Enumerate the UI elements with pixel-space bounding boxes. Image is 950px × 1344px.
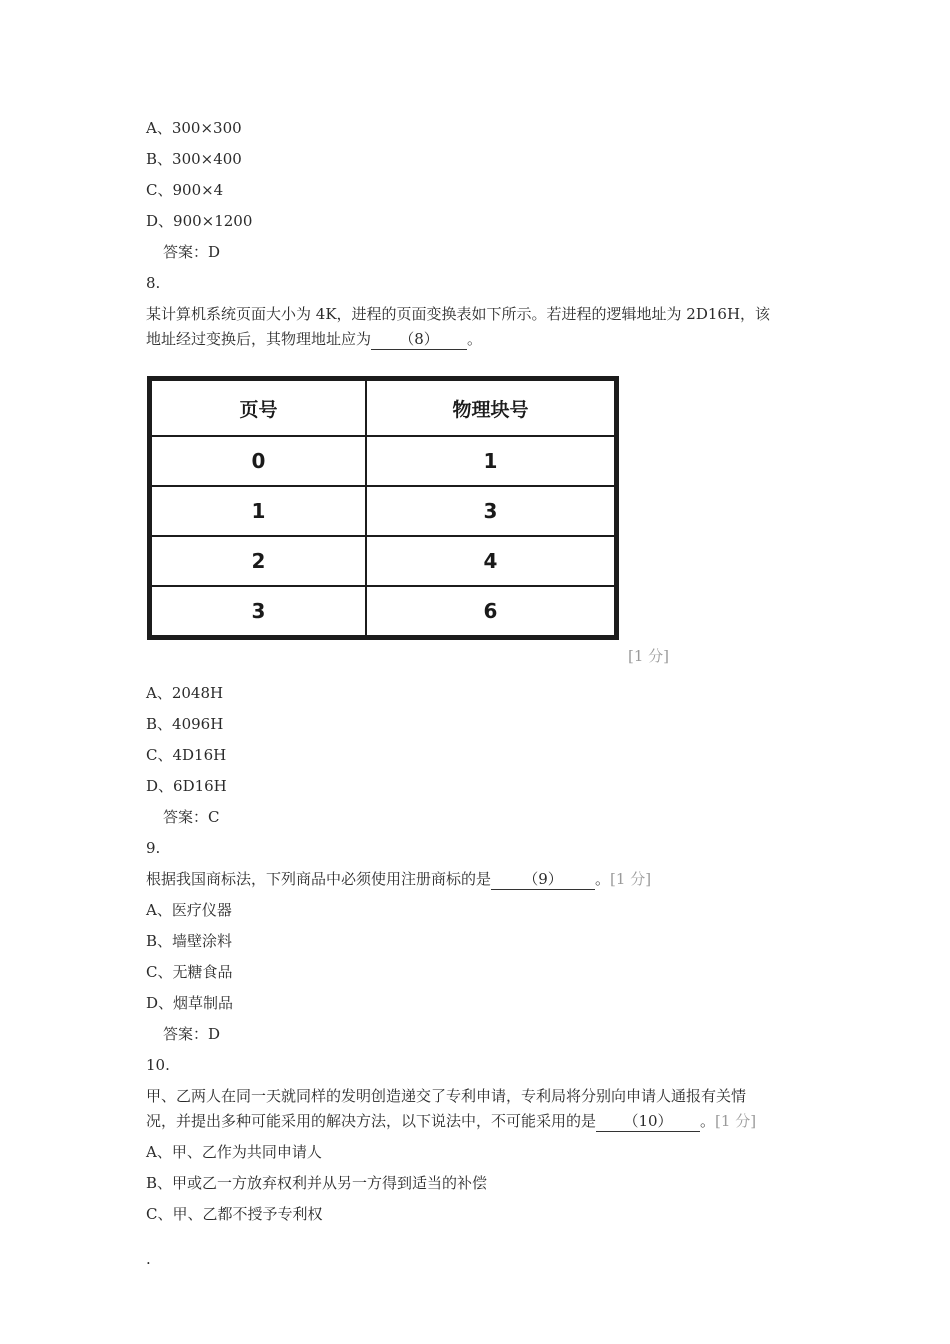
table-row [151, 436, 615, 486]
q7-answer: 答案：D [163, 243, 221, 261]
table-cell: 4 [366, 536, 615, 586]
q9-option-a: A、医疗仪器 [146, 901, 232, 919]
q7-option-d: D、900×1200 [146, 212, 253, 230]
q7-option-c: C、900×4 [146, 181, 224, 199]
table-header-block: 物理块号 [366, 380, 615, 436]
q9-number: 9. [146, 839, 161, 857]
q9-option-c: C、无糖食品 [146, 963, 233, 981]
q10-stem-line2 [146, 1111, 756, 1132]
q8-answer: 答案：C [163, 808, 220, 826]
table-cell: 6 [366, 586, 615, 636]
q7-option-a: A、300×300 [146, 119, 242, 137]
q8-stem-line1: 某计算机系统页面大小为 4K，进程的页面变换表如下所示。若进程的逻辑地址为 2D16H，该 [146, 305, 771, 323]
q9-option-b: B、墙壁涂料 [146, 932, 233, 950]
q10-option-c: C、甲、乙都不授予专利权 [146, 1205, 323, 1223]
q10-stem-line1: 甲、乙两人在同一天就同样的发明创造递交了专利申请，专利局将分别向申请人通报有关情 [146, 1087, 747, 1105]
q9-stem [146, 869, 651, 890]
table-row [151, 486, 615, 536]
page-table [147, 376, 619, 640]
table-header-page: 页号 [151, 380, 366, 436]
table-row [151, 536, 615, 586]
q8-option-a: A、2048H [146, 684, 224, 702]
q8-option-c: C、4D16H [146, 746, 227, 764]
q9-stem-pre: 根据我国商标法，下列商品中必须使用注册商标的是 [146, 870, 492, 888]
q9-answer: 答案：D [163, 1025, 221, 1043]
q10-number: 10. [146, 1056, 170, 1074]
q8-stem-line2 [146, 329, 482, 350]
q10-stem-pre: 况，并提出多种可能采用的解决方法，以下说法中，不可能采用的是 [146, 1112, 597, 1130]
table-cell: 3 [151, 586, 366, 636]
q9-score: [1 分] [610, 870, 652, 888]
q8-number: 8. [146, 274, 161, 292]
q7-option-b: B、300×400 [146, 150, 242, 168]
q10-score: [1 分] [715, 1112, 757, 1130]
footer-mark: . [146, 1250, 151, 1268]
q9-option-d: D、烟草制品 [146, 994, 234, 1012]
q9-stem-post: 。 [595, 870, 611, 888]
table-cell: 2 [151, 536, 366, 586]
q8-option-d: D、6D16H [146, 777, 227, 795]
q8-stem-post: 。 [467, 330, 483, 348]
q8-score: [1 分] [628, 647, 670, 665]
q8-blank: （8） [371, 329, 467, 350]
q8-stem-pre: 地址经过变换后，其物理地址应为 [146, 330, 372, 348]
q8-option-b: B、4096H [146, 715, 224, 733]
table-row [151, 586, 615, 636]
table-cell: 0 [151, 436, 366, 486]
table-cell: 1 [366, 436, 615, 486]
q10-blank: （10） [596, 1111, 700, 1132]
table-cell: 3 [366, 486, 615, 536]
q10-option-a: A、甲、乙作为共同申请人 [146, 1143, 322, 1161]
q10-option-b: B、甲或乙一方放弃权利并从另一方得到适当的补偿 [146, 1174, 488, 1192]
table-cell: 1 [151, 486, 366, 536]
q10-stem-post: 。 [700, 1112, 716, 1130]
q9-blank: （9） [491, 869, 595, 890]
